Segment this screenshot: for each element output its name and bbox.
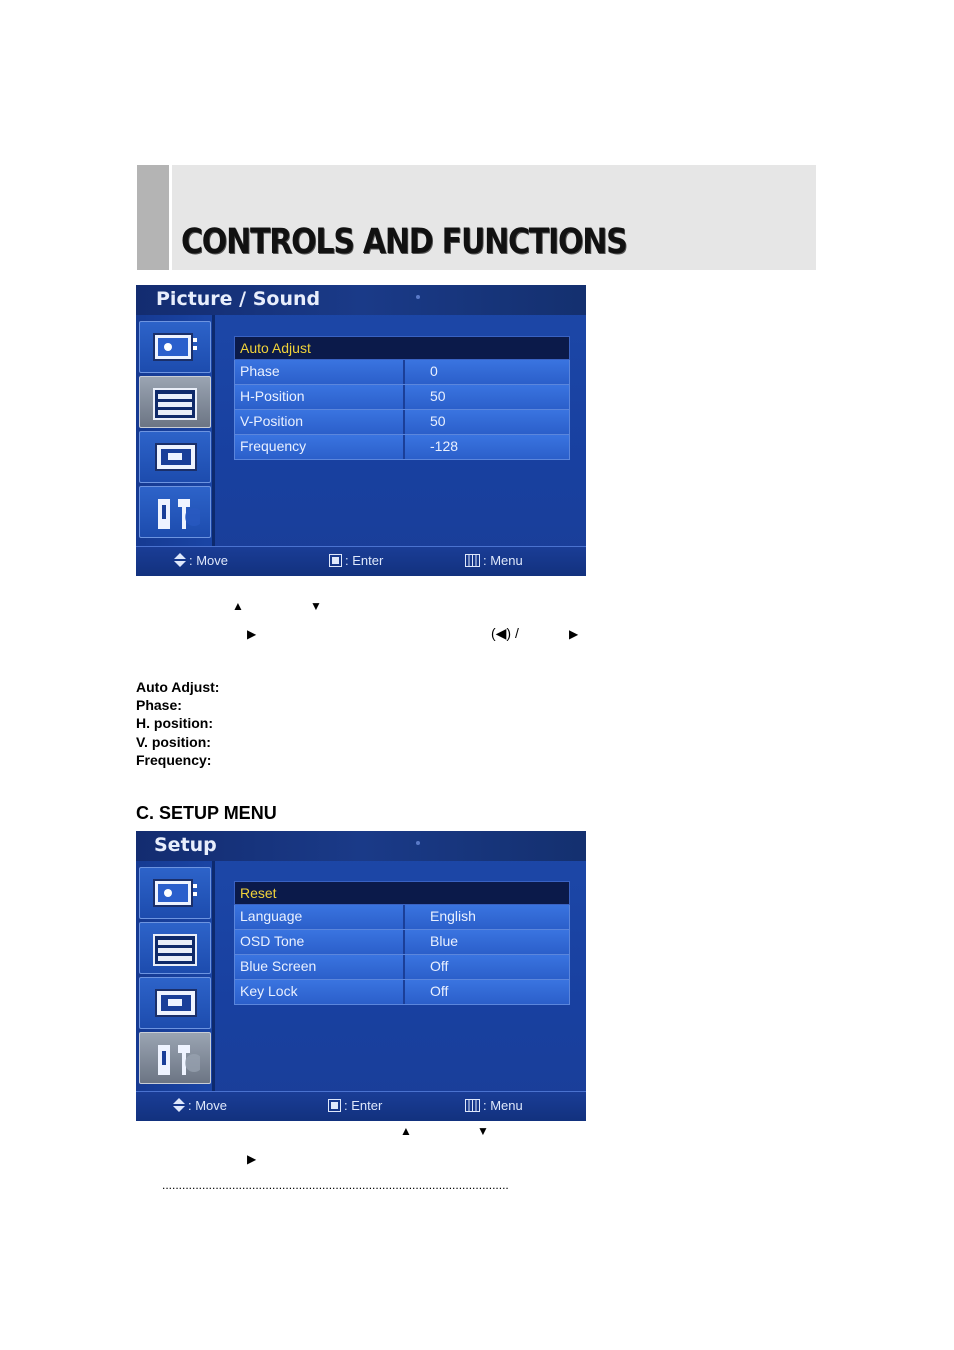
- osd-title-bar: [136, 285, 586, 315]
- osd-row-label: Language: [240, 908, 303, 924]
- osd-selected-item[interactable]: Reset: [234, 881, 570, 905]
- enter-square-icon: [329, 554, 342, 570]
- osd-row-value: 50: [403, 410, 446, 434]
- left-arrow-bracket: (◀) /: [491, 625, 519, 641]
- osd-row-value: Off: [403, 955, 448, 979]
- osd-row-osd-tone[interactable]: [234, 930, 570, 955]
- right-arrow-icon: ▶: [247, 627, 257, 641]
- footer-enter: [329, 553, 383, 570]
- osd-footer: [136, 1091, 586, 1121]
- osd-picture-sound-screen: [136, 285, 586, 576]
- footer-move: [174, 553, 228, 570]
- image-menu-icon[interactable]: [139, 431, 211, 483]
- right-arrow-icon: ▶: [247, 1152, 257, 1166]
- footer-move: [173, 1098, 227, 1115]
- footer-move-label: : Move: [189, 553, 229, 568]
- up-down-arrow-icon: [173, 1098, 185, 1115]
- up-arrow-icon: ▲: [400, 1124, 412, 1138]
- picture-menu-icon[interactable]: [139, 867, 211, 919]
- right-arrow-icon: ▶: [569, 627, 579, 641]
- footer-menu-label: : Menu: [483, 1098, 523, 1113]
- osd-row-key-lock[interactable]: [234, 980, 570, 1005]
- osd-title-bar: [136, 831, 586, 861]
- osd-row-language[interactable]: [234, 905, 570, 930]
- picture-menu-icon[interactable]: [139, 321, 211, 373]
- menu-grid-icon: [465, 1099, 480, 1115]
- footer-move-label: : Move: [188, 1098, 228, 1113]
- down-arrow-icon: ▼: [310, 599, 322, 613]
- tools-menu-icon[interactable]: [139, 1032, 211, 1084]
- down-arrow-icon: ▼: [477, 1124, 489, 1138]
- term-auto-adjust: Auto Adjust:: [136, 679, 220, 695]
- term-phase: Phase:: [136, 697, 182, 713]
- osd-setup-screen: [136, 831, 586, 1121]
- osd-row-label: V-Position: [240, 413, 304, 429]
- osd-dot: [416, 841, 420, 845]
- osd-row-value: 50: [403, 385, 446, 409]
- up-down-arrow-icon: [174, 553, 186, 570]
- osd-row-blue-screen[interactable]: [234, 955, 570, 980]
- osd-title: Setup: [154, 834, 217, 856]
- menu-grid-icon: [465, 554, 480, 570]
- header-accent-bar: [137, 165, 169, 270]
- image-menu-icon[interactable]: [139, 977, 211, 1029]
- osd-row-h-position[interactable]: [234, 385, 570, 410]
- osd-title: Picture / Sound: [156, 288, 321, 310]
- osd-row-value: -128: [403, 435, 458, 459]
- page-title: CONTROLS AND FUNCTIONS: [181, 222, 627, 262]
- footer-menu: [465, 1098, 523, 1115]
- osd-side-separator: [212, 861, 215, 1092]
- osd-row-label: Blue Screen: [240, 958, 317, 974]
- dotted-separator: ........................................................................................................: [162, 1178, 509, 1192]
- footer-enter-label: : Enter: [345, 553, 384, 568]
- osd-row-label: OSD Tone: [240, 933, 305, 949]
- osd-dot: [416, 295, 420, 299]
- osd-settings-table: [234, 336, 570, 460]
- osd-row-value: 0: [403, 360, 438, 384]
- term-v-position: V. position:: [136, 734, 211, 750]
- footer-menu: [465, 553, 523, 570]
- osd-row-label: Frequency: [240, 438, 307, 454]
- osd-footer: [136, 546, 586, 576]
- osd-row-v-position[interactable]: [234, 410, 570, 435]
- term-frequency: Frequency:: [136, 752, 212, 768]
- term-h-position: H. position:: [136, 715, 213, 731]
- settings-list-icon[interactable]: [139, 922, 211, 974]
- osd-row-label: Phase: [240, 363, 280, 379]
- enter-square-icon: [328, 1099, 341, 1115]
- osd-row-phase[interactable]: [234, 360, 570, 385]
- up-arrow-icon: ▲: [232, 599, 244, 613]
- footer-enter-label: : Enter: [344, 1098, 383, 1113]
- osd-row-value: Blue: [403, 930, 458, 954]
- footer-enter: [328, 1098, 382, 1115]
- osd-row-value: English: [403, 905, 476, 929]
- footer-menu-label: : Menu: [483, 553, 523, 568]
- osd-settings-table: [234, 881, 570, 1005]
- tools-menu-icon[interactable]: [139, 486, 211, 538]
- section-heading: C. SETUP MENU: [136, 803, 277, 823]
- settings-list-icon[interactable]: [139, 376, 211, 428]
- osd-row-frequency[interactable]: [234, 435, 570, 460]
- osd-row-label: Key Lock: [240, 983, 298, 999]
- osd-row-label: H-Position: [240, 388, 305, 404]
- osd-side-separator: [212, 315, 215, 546]
- osd-row-value: Off: [403, 980, 448, 1004]
- osd-selected-item[interactable]: Auto Adjust: [234, 336, 570, 360]
